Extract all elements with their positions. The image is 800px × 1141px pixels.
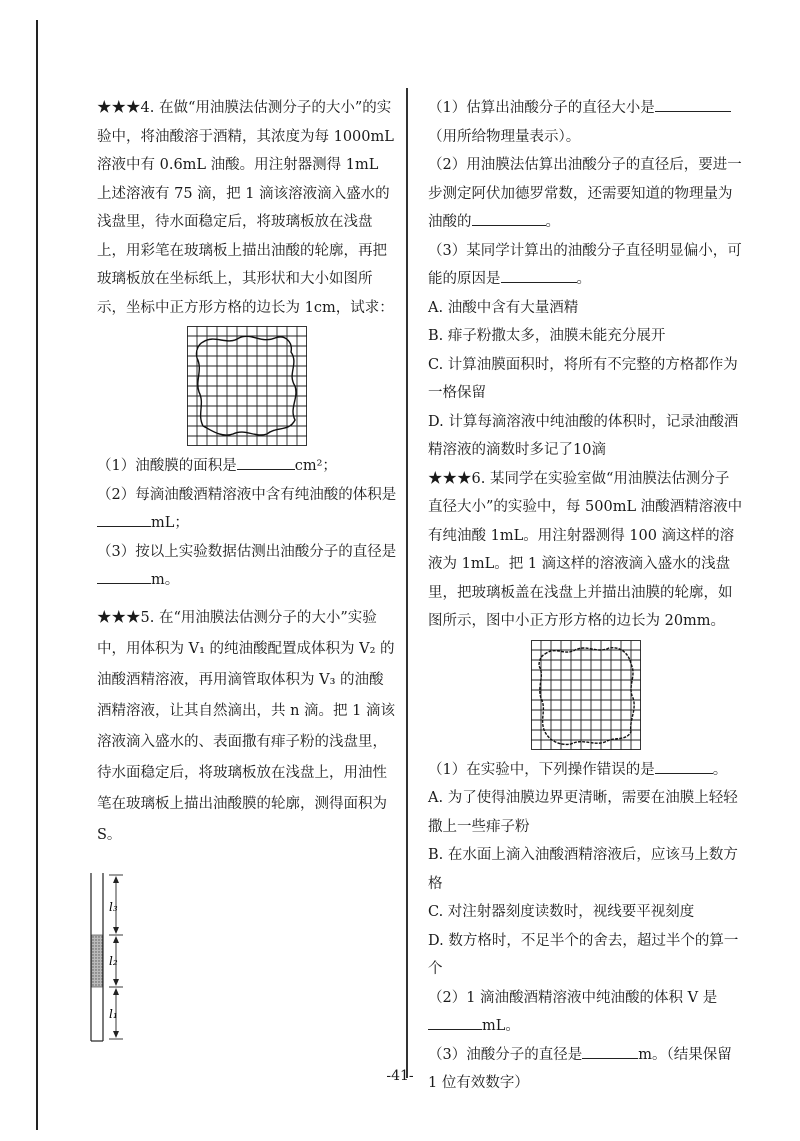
q4-sub2: （2）每滴油酸酒精溶液中含有纯油酸的体积是 (97, 486, 397, 503)
q5-option-a: A. 油酸中含有大量酒精 (428, 299, 579, 316)
q6-oil-film-grid (531, 640, 641, 750)
left-column (97, 94, 397, 1043)
q4-sub3: （3）按以上实验数据估测出油酸分子的直径是 (97, 543, 397, 560)
q5-sub1: （1）估算出油酸分子的直径大小是 (428, 94, 743, 123)
right-column (428, 94, 743, 1098)
q6-option-a: A. 为了使得油膜边界更清晰，需要在油膜上轻轻撒上一些痱子粉 (428, 790, 738, 835)
q5-label-l1: l₁ (109, 1006, 118, 1021)
q6-sub2: （2）1 滴油酸酒精溶液中纯油酸的体积 V 是 (428, 989, 718, 1006)
q5-sub1-note: （用所给物理量表示）。 (428, 128, 581, 145)
column-divider (406, 88, 408, 1078)
q6-option-c: C. 对注射器刻度读数时，视线要平视刻度 (428, 904, 695, 920)
q4-sub3-answer: m。 (97, 566, 397, 595)
q6-sub3: （3）油酸分子的直径是 m。（结果保留 1 位有效数字） (428, 1041, 743, 1098)
q5-tube-diagram (89, 873, 179, 1043)
q5-option-b: B. 痱子粉撒太多，油膜未能充分展开 (428, 328, 666, 344)
page-number: -41- (386, 1068, 414, 1084)
q5-oil-column (92, 935, 103, 987)
q5-stem: ★★★5. 在“用油膜法估测分子的大小”实验中，用体积为 V₁ 的纯油酸配置成体积为 V₂ 的油酸酒精溶液，再用滴管取体积为 V₃ 的油酸酒精溶液，让其自然滴出，共 n 滴。把 1 滴该溶液滴入盛水的、表面撒有痱子粉的浅盘里，待水面稳定后，将玻璃板放在浅盘上，用油性笔在玻璃板上描出油酸膜的轮廓，测得面积为 S。 (97, 609, 395, 843)
q6-sub1: （1）在实验中，下列操作错误的是 。 (428, 756, 743, 785)
q6-stem: ★★★6. 某同学在实验室做“用油膜法估测分子直径大小”的实验中，每 500mL 油酸酒精溶液中有纯油酸 1mL。用注射器测得 100 滴这样的溶液为 1mL。把 1 滴这样的溶液滴入盛水的浅盘里，把玻璃板盖在浅盘上并描出油膜的轮廓，如图所示，图中小正方形方格的边长为 20mm。 (428, 470, 743, 629)
q4-sub2-answer: mL； (97, 509, 397, 538)
q4-oil-film-grid (187, 326, 307, 446)
q4-sub1: （1）油酸膜的面积是 cm²； (97, 452, 397, 481)
q5-sub2: （2）用油膜法估算出油酸分子的直径后，要进一步测定阿伏加德罗常数，还需要知道的物理量为油酸的 。 (428, 157, 742, 230)
q6-option-d: D. 数方格时，不足半个的舍去，超过半个的算一个 (428, 932, 739, 977)
q6-option-b: B. 在水面上滴入油酸酒精溶液后，应该马上数方格 (428, 847, 738, 892)
q4-stem: ★★★4. 在做“用油膜法估测分子的大小”的实验中，将油酸溶于酒精，其浓度为每 1000mL 溶液中有 0.6mL 油酸。用注射器测得 1mL 上述溶液有 75 滴，把 1 滴该溶液滴入盛水的浅盘里，待水面稳定后，将玻璃板放在浅盘上，用彩笔在玻璃板上描出油酸的轮廓，再把玻璃板放在坐标纸上，其形状和大小如图所示，坐标中正方形方格的边长为 1cm，试求： (97, 100, 394, 316)
binding-margin-line (36, 20, 38, 1130)
q5-label-l3: l₃ (109, 899, 118, 914)
q5-sub3: （3）某同学计算出的油酸分子直径明显偏小，可能的原因是 。 (428, 242, 742, 287)
q5-label-l2: l₂ (109, 953, 118, 968)
q6-sub2-answer: mL。 (428, 1012, 743, 1041)
q5-option-c: C. 计算油膜面积时，将所有不完整的方格都作为一格保留 (428, 356, 738, 401)
q5-option-d: D. 计算每滴溶液中纯油酸的体积时，记录油酸酒精溶液的滴数时多记了10滴 (428, 413, 739, 458)
